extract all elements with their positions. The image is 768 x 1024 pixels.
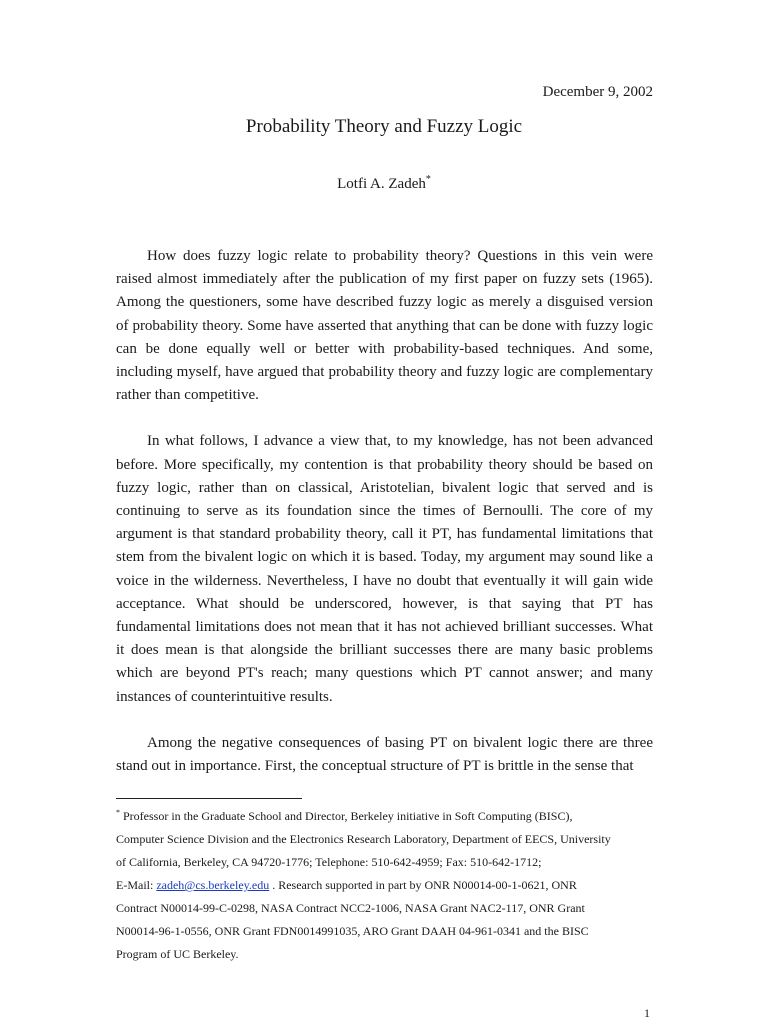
footnote-line: Program of UC Berkeley. — [116, 947, 239, 961]
footnote-line: of California, Berkeley, CA 94720-1776; Telephone: 510-642-4959; Fax: 510-642-1712; — [116, 855, 542, 869]
footnote-text: Professor in the Graduate School and Director, Berkeley initiative in Soft Computing (BISC), — [123, 809, 573, 823]
document-date: December 9, 2002 — [542, 84, 653, 100]
footnote-line: Computer Science Division and the Electronics Research Laboratory, Department of EECS, University — [116, 832, 611, 846]
author-footnote-mark: * — [425, 174, 431, 185]
paragraph-3: Among the negative consequences of basing PT on bivalent logic there are three stand out in importance. First, the conceptual structure of PT is brittle in the sense that — [116, 734, 653, 775]
paragraph-2: In what follows, I advance a view that, to my knowledge, has not been advanced before. More specifically, my contention is that probability theory should be based on fuzzy logic, rather than on classical, Aristotelian, bivalent logic that served and is continuing to serve as its foundation since the times of Bernoulli. The core of my argument is that standard probability theory, call it PT, has fundamental limitations that stem from the bivalent logic on which it is based. Today, my argument may sound like a voice in the wilderness. Nevertheless, I have no doubt that eventually it will gain wide acceptance. What should be underscored, however, is that saying that PT has fundamental limitations does not mean that it has not achieved brilliant successes. What it does mean is that alongside the brilliant successes there are many basic problems which are beyond PT's reach; many questions which PT cannot answer; and many instances of counterintuitive results. — [116, 433, 653, 705]
email-link[interactable]: zadeh@cs.berkeley.edu — [156, 878, 270, 892]
page-number: 1 — [644, 1006, 650, 1020]
paragraph-1: How does fuzzy logic relate to probability theory? Questions in this vein were raised almost immediately after the publication of my first paper on fuzzy sets (1965). Among the questioners, some have described fuzzy logic as merely a disguised version of probability theory. Some have asserted that anything that can be done with fuzzy logic can be done equally well or better with probability-based techniques. And some, including myself, have argued that probability theory and fuzzy logic are complementary rather than competitive. — [116, 248, 653, 404]
author-name: Lotfi A. Zadeh — [337, 176, 426, 192]
footnote-line: Contract N00014-99-C-0298, NASA Contract NCC2-1006, NASA Grant NAC2-117, ONR Grant — [116, 901, 585, 915]
footnote-text: . Research supported in part by ONR N00014-00-1-0621, ONR — [272, 878, 577, 892]
email-label: E-Mail: — [116, 878, 154, 892]
body-text — [116, 245, 653, 801]
footnote-mark: * — [116, 808, 120, 817]
footnote-line — [116, 805, 656, 828]
footnote-line — [116, 874, 656, 897]
footnote-divider — [116, 798, 302, 799]
author-line — [0, 176, 768, 193]
footnote-line: N00014-96-1-0556, ONR Grant FDN0014991035, ARO Grant DAAH 04-961-0341 and the BISC — [116, 924, 589, 938]
footnote — [116, 805, 656, 966]
document-title: Probability Theory and Fuzzy Logic — [245, 116, 523, 137]
